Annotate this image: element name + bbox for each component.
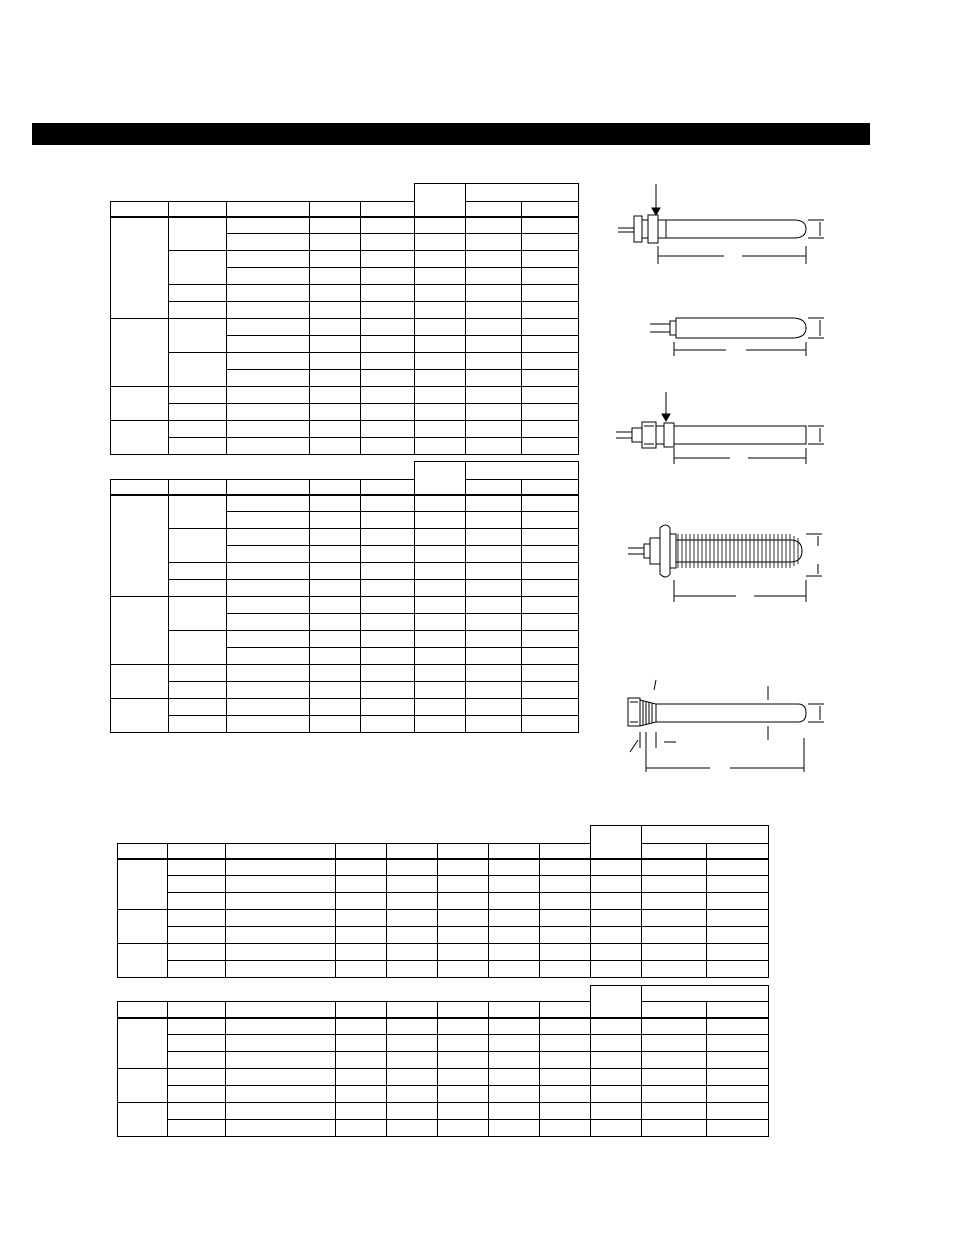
- spec-table-1: [110, 183, 579, 455]
- threaded-bushing-heater-figure: [612, 676, 838, 780]
- compression-fitting-heater-figure: [612, 390, 838, 468]
- spec-table-3: [117, 825, 769, 978]
- spec-table-2: [110, 461, 579, 733]
- heater-element-icon: [628, 680, 824, 772]
- screw-plug-heater-figure: [612, 182, 838, 268]
- section-title-bar: [32, 123, 870, 145]
- heater-element-icon: [618, 184, 824, 264]
- finned-heater-icon: [628, 525, 822, 602]
- heater-element-icon: [650, 318, 824, 356]
- straight-heater-figure: [642, 312, 838, 364]
- spec-table-4: [117, 985, 769, 1137]
- flanged-finned-heater-figure: [622, 518, 838, 604]
- heater-element-icon: [616, 392, 824, 464]
